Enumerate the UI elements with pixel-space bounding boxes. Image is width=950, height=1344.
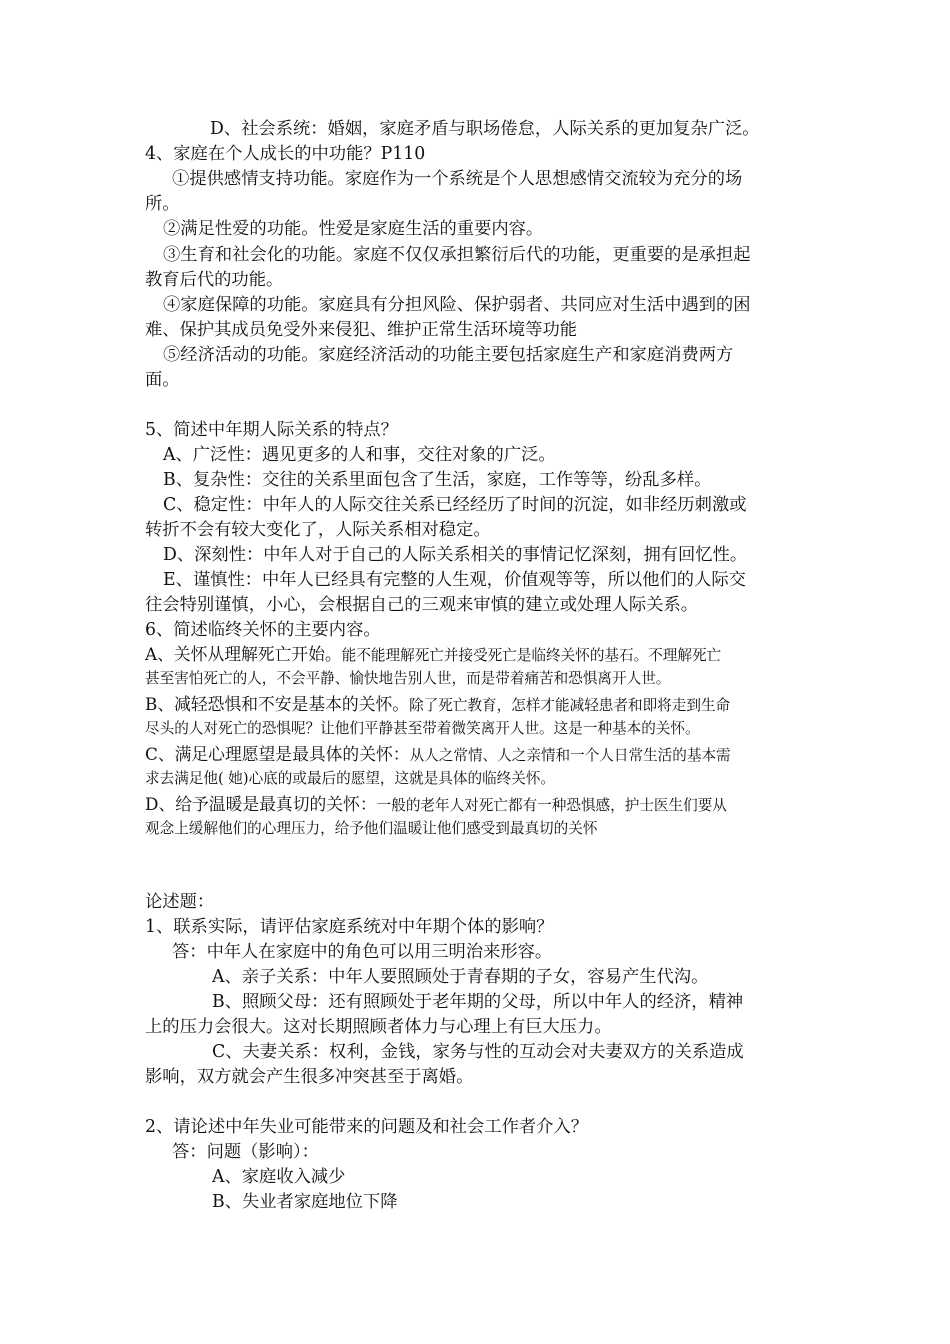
question-heading: 2、请论述中年失业可能带来的问题及和社会工作者介入？ (145, 1117, 589, 1137)
text-line (145, 642, 721, 668)
point-heading: B、减轻恐惧和不安是基本的关怀。 (145, 694, 410, 714)
text-line: B、失业者家庭地位下降 (212, 1192, 398, 1212)
text-line: 甚至害怕死亡的人，不会平静、愉快地告别人世，而是带着痛苦和恐惧离开人世。 (145, 670, 671, 687)
text-line: 面。 (145, 370, 180, 390)
text-line: D、深刻性：中年人对于自己的人际关系相关的事情记忆深刻，拥有回忆性。 (163, 545, 748, 565)
text-line: 尽头的人对死亡的恐惧呢？让他们平静甚至带着微笑离开人世。这是一种基本的关怀。 (145, 720, 700, 737)
point-text: 能不能理解死亡并接受死亡是临终关怀的基石。不理解死亡 (341, 647, 722, 664)
point-heading: A、关怀从理解死亡开始。 (145, 644, 342, 664)
text-line: D、社会系统：婚姻，家庭矛盾与职场倦怠，人际关系的更加复杂广泛。 (210, 119, 760, 139)
answer-line: 答：中年人在家庭中的角色可以用三明治来形容。 (172, 942, 553, 962)
text-line: 观念上缓解他们的心理压力，给予他们温暖让他们感受到最真切的关怀 (145, 820, 598, 837)
question-heading: 4、家庭在个人成长的中功能？P110 (145, 144, 426, 164)
section-heading: 论述题： (145, 892, 215, 912)
text-line: A、广泛性：遇见更多的人和事，交往对象的广泛。 (163, 445, 556, 465)
text-line: E、谨慎性：中年人已经具有完整的人生观，价值观等等，所以他们的人际交 (163, 570, 746, 590)
answer-line: 答：问题（影响）： (172, 1142, 319, 1162)
text-line: ③生育和社会化的功能。家庭不仅仅承担繁衍后代的功能，更重要的是承担起 (163, 245, 751, 265)
text-line: ⑤经济活动的功能。家庭经济活动的功能主要包括家庭生产和家庭消费两方 (163, 345, 734, 365)
text-line: C、夫妻关系：权利，金钱，家务与性的互动会对夫妻双方的关系造成 (212, 1042, 744, 1062)
text-line: B、复杂性：交往的关系里面包含了生活，家庭，工作等等，纷乱多样。 (163, 470, 712, 490)
point-text: 一般的老年人对死亡都有一种恐惧感，护士医生们要从 (376, 797, 727, 814)
text-line (145, 742, 731, 768)
question-heading: 1、联系实际，请评估家庭系统对中年期个体的影响？ (145, 917, 554, 937)
text-line: 上的压力会很大。这对长期照顾者体力与心理上有巨大压力。 (145, 1017, 612, 1037)
text-line: ①提供感情支持功能。家庭作为一个系统是个人思想感情交流较为充分的场 (172, 169, 743, 189)
text-line (145, 792, 727, 818)
text-line: 转折不会有较大变化了，人际关系相对稳定。 (145, 520, 491, 540)
question-heading: 6、简述临终关怀的主要内容。 (145, 620, 381, 640)
text-line: 难、保护其成员免受外来侵犯、维护正常生活环境等功能 (145, 320, 578, 340)
point-heading: D、给予温暖是最真切的关怀： (145, 794, 377, 814)
point-text: 除了死亡教育，怎样才能减轻患者和即将走到生命 (409, 697, 731, 714)
point-text: 从人之常情、人之亲情和一个人日常生活的基本需 (409, 747, 731, 764)
text-line: A、家庭收入减少 (212, 1167, 346, 1187)
text-line: C、稳定性：中年人的人际交往关系已经经历了时间的沉淀，如非经历刺激或 (163, 495, 747, 515)
text-line: A、亲子关系：中年人要照顾处于青春期的子女，容易产生代沟。 (212, 967, 709, 987)
point-heading: C、满足心理愿望是最具体的关怀： (145, 744, 410, 764)
text-line: ②满足性爱的功能。性爱是家庭生活的重要内容。 (163, 219, 544, 239)
text-line: 所。 (145, 194, 180, 214)
text-line: B、照顾父母：还有照顾处于老年期的父母，所以中年人的经济，精神 (212, 992, 744, 1012)
text-line: 求去满足他( 她)心底的或最后的愿望，这就是具体的临终关怀。 (145, 770, 556, 787)
text-line: 教育后代的功能。 (145, 270, 284, 290)
text-line: 影响，双方就会产生很多冲突甚至于离婚。 (145, 1067, 474, 1087)
text-line: 往会特别谨慎，小心，会根据自己的三观来审慎的建立或处理人际关系。 (145, 595, 699, 615)
text-line (145, 692, 730, 718)
question-heading: 5、简述中年期人际关系的特点？ (145, 420, 398, 440)
text-line: ④家庭保障的功能。家庭具有分担风险、保护弱者、共同应对生活中遇到的困 (163, 295, 751, 315)
